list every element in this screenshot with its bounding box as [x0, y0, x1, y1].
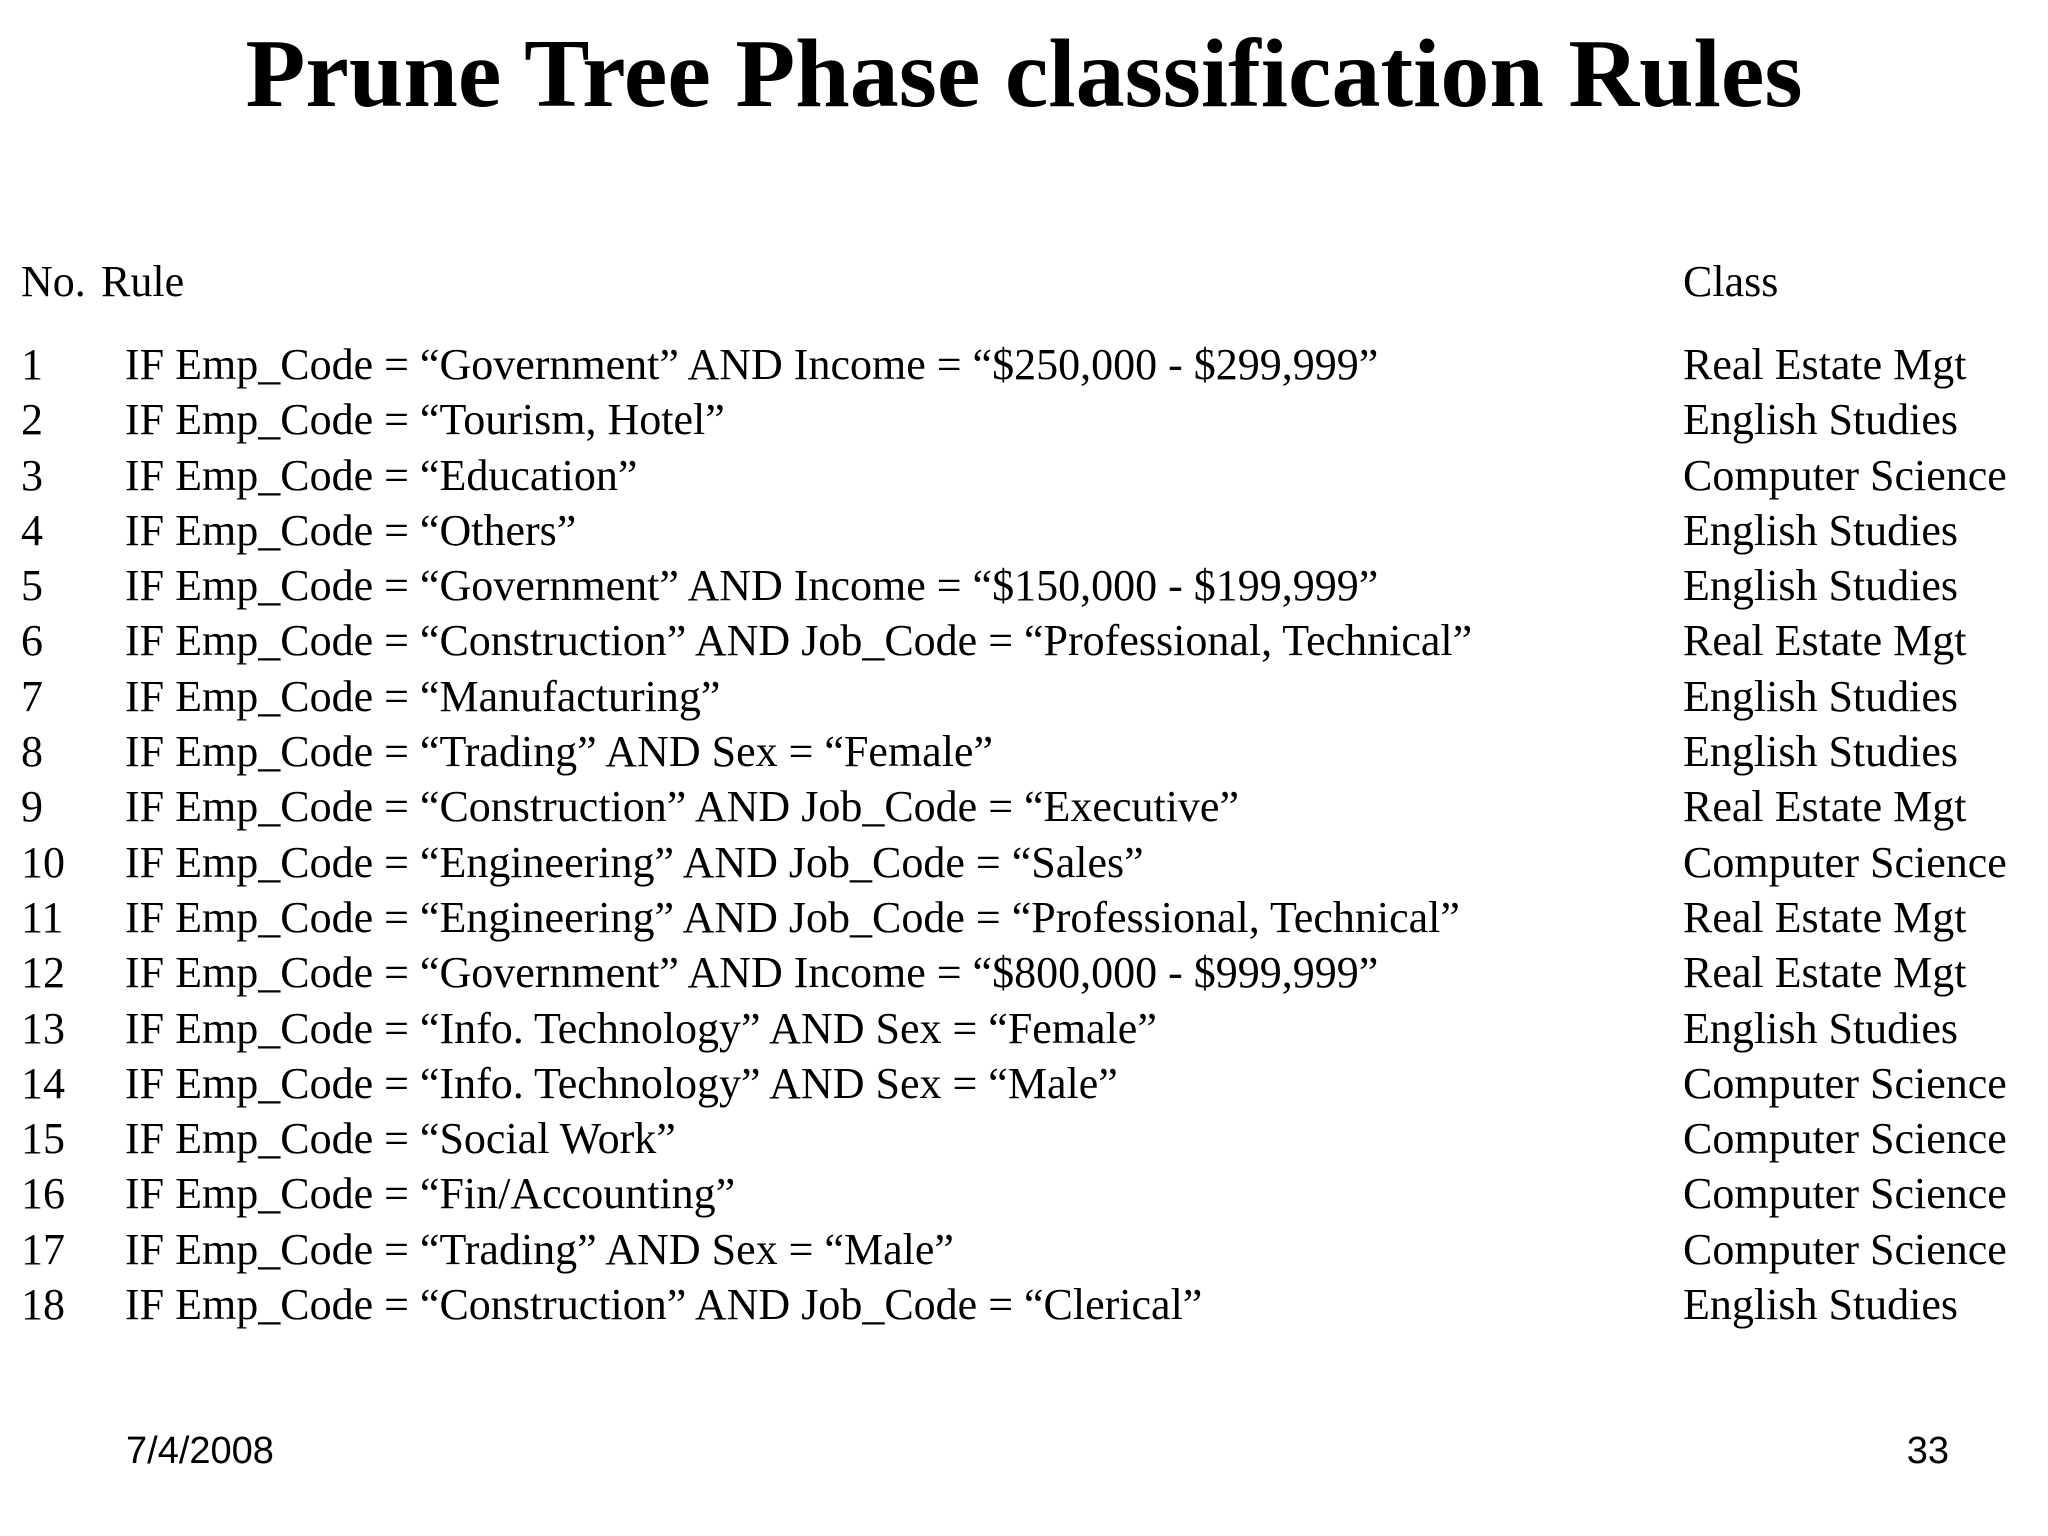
header-class: Class: [1683, 257, 1779, 306]
slide-title: Prune Tree Phase classification Rules: [245, 20, 1803, 128]
rule-class: English Studies: [1683, 561, 1959, 611]
rule-text: IF Emp_Code = “Engineering” AND Job_Code = “Sales”: [125, 837, 1144, 887]
rule-number: 4: [21, 505, 43, 555]
rule-number: 7: [21, 671, 43, 721]
table-row: [21, 669, 2031, 724]
table-row: [21, 1056, 2031, 1111]
rule-class: Computer Science: [1683, 1114, 2007, 1164]
table-row: [21, 724, 2031, 779]
rule-class: Computer Science: [1683, 1224, 2007, 1274]
rule-number: 15: [21, 1114, 65, 1164]
rule-class: Computer Science: [1683, 450, 2007, 500]
page-number: 33: [1906, 1430, 1949, 1472]
table-row: [21, 337, 2031, 392]
rule-text: IF Emp_Code = “Engineering” AND Job_Code = “Professional, Technical”: [125, 892, 1460, 942]
rule-number: 2: [21, 395, 43, 445]
table-row: [21, 1001, 2031, 1056]
rule-text: IF Emp_Code = “Info. Technology” AND Sex = “Female”: [125, 1003, 1157, 1053]
rule-number: 18: [21, 1280, 65, 1330]
rule-class: English Studies: [1683, 395, 1959, 445]
rule-class: English Studies: [1683, 1003, 1959, 1053]
table-row: [21, 1222, 2031, 1277]
rule-text: IF Emp_Code = “Fin/Accounting”: [125, 1169, 736, 1219]
rule-class: Real Estate Mgt: [1683, 948, 1967, 998]
rule-text: IF Emp_Code = “Manufacturing”: [125, 671, 721, 721]
rule-text: IF Emp_Code = “Government” AND Income = “$250,000 - $299,999”: [125, 340, 1379, 389]
table-header-row: [21, 254, 2031, 309]
table-row: [21, 835, 2031, 890]
rule-number: 6: [21, 616, 43, 666]
rule-class: English Studies: [1683, 505, 1959, 555]
header-no: No.: [21, 257, 86, 306]
rule-number: 1: [21, 340, 43, 389]
rule-number: 17: [21, 1224, 65, 1274]
rule-text: IF Emp_Code = “Trading” AND Sex = “Male”: [125, 1224, 954, 1274]
rule-number: 10: [21, 837, 65, 887]
table-row: [21, 392, 2031, 447]
rule-class: English Studies: [1683, 1280, 1959, 1330]
table-row: [21, 613, 2031, 668]
table-row: [21, 1111, 2031, 1166]
rule-class: English Studies: [1683, 671, 1959, 721]
rule-class: Real Estate Mgt: [1683, 892, 1967, 942]
rule-number: 11: [21, 892, 64, 942]
rule-text: IF Emp_Code = “Trading” AND Sex = “Female”: [125, 727, 993, 777]
rule-text: IF Emp_Code = “Info. Technology” AND Sex = “Male”: [125, 1058, 1118, 1108]
rule-number: 9: [21, 782, 43, 832]
table-row: [21, 890, 2031, 945]
rule-class: Real Estate Mgt: [1683, 782, 1967, 832]
rule-text: IF Emp_Code = “Government” AND Income = “$150,000 - $199,999”: [125, 561, 1379, 611]
rule-text: IF Emp_Code = “Tourism, Hotel”: [125, 395, 725, 445]
rule-number: 12: [21, 948, 65, 998]
rule-number: 3: [21, 450, 43, 500]
table-row: [21, 503, 2031, 558]
rule-number: 13: [21, 1003, 65, 1053]
table-row: [21, 448, 2031, 503]
table-row: [21, 558, 2031, 613]
rule-class: Real Estate Mgt: [1683, 616, 1967, 666]
rule-text: IF Emp_Code = “Others”: [125, 505, 577, 555]
rule-text: IF Emp_Code = “Construction” AND Job_Code = “Professional, Technical”: [125, 616, 1473, 666]
rule-text: IF Emp_Code = “Education”: [125, 450, 638, 500]
table-row: [21, 779, 2031, 834]
rule-class: Computer Science: [1683, 1058, 2007, 1108]
rule-text: IF Emp_Code = “Social Work”: [125, 1114, 676, 1164]
rules-table: [21, 254, 2031, 1332]
table-row: [21, 1277, 2031, 1332]
footer-date: 7/4/2008: [126, 1430, 274, 1472]
rule-text: IF Emp_Code = “Construction” AND Job_Code = “Clerical”: [125, 1280, 1203, 1330]
rule-class: Real Estate Mgt: [1683, 340, 1967, 389]
rule-number: 14: [21, 1058, 65, 1108]
header-rule: Rule: [101, 257, 185, 306]
rule-number: 16: [21, 1169, 65, 1219]
rule-text: IF Emp_Code = “Construction” AND Job_Code = “Executive”: [125, 782, 1239, 832]
table-row: [21, 945, 2031, 1000]
rule-class: Computer Science: [1683, 1169, 2007, 1219]
rule-class: English Studies: [1683, 727, 1959, 777]
rule-class: Computer Science: [1683, 837, 2007, 887]
table-row: [21, 1166, 2031, 1221]
rule-number: 8: [21, 727, 43, 777]
rule-number: 5: [21, 561, 43, 611]
rule-text: IF Emp_Code = “Government” AND Income = “$800,000 - $999,999”: [125, 948, 1379, 998]
